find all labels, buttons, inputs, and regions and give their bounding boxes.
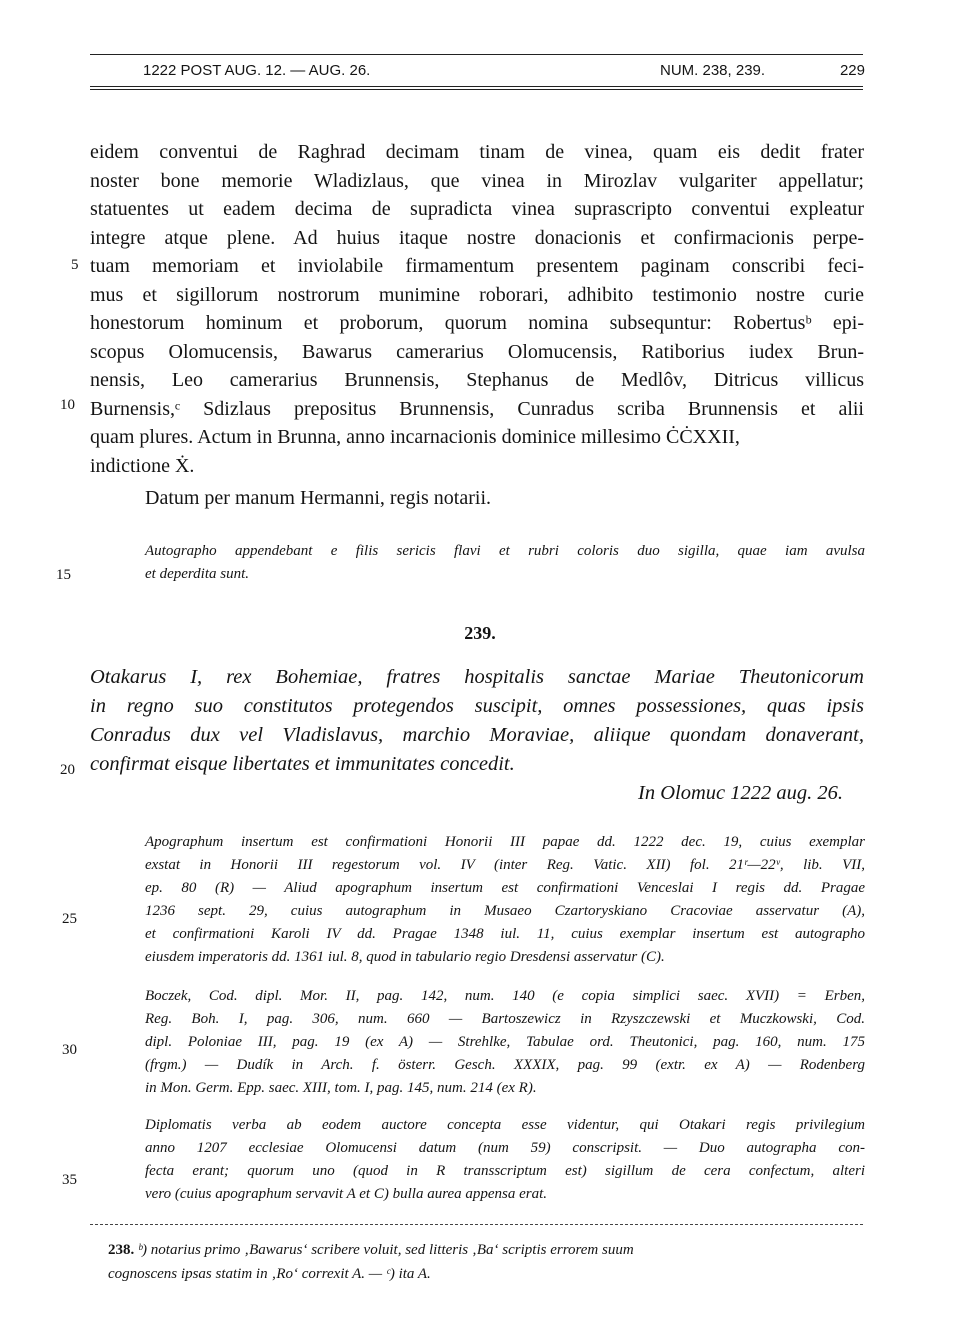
text-line: quam plures. Actum in Brunna, anno incarnacionis dominice millesimo ĊĊXXII, xyxy=(90,426,740,448)
text-line: honestorum hominum et proborum, quorum nomina subsequntur: Robertusᵇ epi- xyxy=(90,312,864,334)
regest xyxy=(90,663,864,779)
apparatus-line: fecta erant; quorum uno (quod in R transscriptum est) sigillum de cera confectum, alteri xyxy=(145,1163,865,1179)
line-number: 30 xyxy=(62,1042,77,1058)
apparatus-line: Boczek, Cod. dipl. Mor. II, pag. 142, num. 140 (e copia simplici saec. XVII) = Erben, xyxy=(145,988,865,1004)
apparatus-diplomatics xyxy=(145,1114,865,1206)
apparatus-line: dipl. Poloniae III, pag. 19 (ex A) — Strehlke, Tabulae ord. Theutonici, pag. 160, num. 175 xyxy=(145,1034,865,1050)
footnotes xyxy=(108,1238,865,1286)
line-number: 35 xyxy=(62,1172,77,1188)
note-line: et deperdita sunt. xyxy=(145,566,250,582)
source-note xyxy=(145,540,865,586)
regest-line: confirmat eisque libertates et immunitates concedit. xyxy=(90,753,515,775)
footnote-label: 238. xyxy=(108,1242,135,1258)
text-line: mus et sigillorum nostrorum munimine roborari, adhibito testimonio nostre curie xyxy=(90,283,864,306)
text-line: nensis, Leo camerarius Brunnensis, Stephanus de Medlôv, Ditricus villicus xyxy=(90,369,864,391)
line-number: 25 xyxy=(62,911,77,927)
apparatus-line: ep. 80 (R) — Aliud apographum insertum est confirmationi Venceslai I regis dd. Pragae xyxy=(145,880,865,896)
header-rule-bottom xyxy=(90,86,863,87)
charter-text xyxy=(90,138,864,480)
apparatus-line: anno 1207 ecclesiae Olomucensi datum (num 59) conscripsit. — Duo autographa con- xyxy=(145,1140,865,1156)
line-number: 20 xyxy=(60,762,75,778)
apparatus-tradition xyxy=(145,831,865,969)
footnote-line xyxy=(108,1238,865,1262)
text-line: statuentes ut eadem decima de supradicta vinea suprascripto conventui expleatur xyxy=(90,198,864,220)
line-number: 5 xyxy=(71,257,79,273)
footnote-rule xyxy=(90,1224,863,1225)
apparatus-line: vero (cuius apographum servavit A et C) bulla aurea appensa erat. xyxy=(145,1186,548,1202)
header-rule-bottom-2 xyxy=(90,89,863,90)
note-line: Autographo appendebant e filis sericis flavi et rubri coloris duo sigilla, quae iam avulsa xyxy=(145,543,865,559)
apparatus-line: Diplomatis verba ab eodem auctore concepta esse videntur, qui Otakari regis privilegium xyxy=(145,1117,865,1133)
document-number: 239. xyxy=(464,623,496,643)
running-header xyxy=(90,62,865,84)
apparatus-line: eiusdem imperatoris dd. 1361 iul. 8, quod in tabulario regio Dresdensi asservatur (C). xyxy=(145,949,665,965)
text-line: scopus Olomucensis, Bawarus camerarius Olomucensis, Ratiborius iudex Brun- xyxy=(90,340,864,363)
regest-line: Otakarus I, rex Bohemiae, fratres hospitalis sanctae Mariae Theutonicorum xyxy=(90,666,864,688)
text-line: tuam memoriam et inviolabile firmamentum presentem paginam conscribi feci- xyxy=(90,255,864,277)
text-line: indictione Ẋ. xyxy=(90,454,195,477)
footnote-text: ᵇ) notarius primo ‚Bawarus‘ scribere voluit, sed litteris ‚Ba‘ scriptis errorem suum xyxy=(138,1242,634,1258)
text-line: Burnensis,ᶜ Sdizlaus prepositus Brunnensis, Cunradus scriba Brunnensis et alii xyxy=(90,397,864,420)
apparatus-line: et confirmationi Karoli IV dd. Pragae 1348 iul. 11, cuius exemplar insertum est autographo xyxy=(145,926,865,942)
apparatus-line: (frgm.) — Dudík in Arch. f. österr. Gesch. XXXIX, pag. 99 (extr. ex A) — Rodenberg xyxy=(145,1057,865,1073)
line-number: 10 xyxy=(60,397,75,413)
apparatus-line: Reg. Boh. I, pag. 306, num. 660 — Bartoszewicz in Rzyszczewski et Muczkowski, Cod. xyxy=(145,1011,865,1027)
apparatus-line: exstat in Honorii III regestorum vol. IV (inter Reg. Vatic. XII) fol. 21ʳ—22ᵛ, lib. VII, xyxy=(145,857,865,873)
regest-line: in regno suo constitutos protegendos suscipit, omnes possessiones, quas ipsis xyxy=(90,695,864,717)
header-date-range: 1222 POST AUG. 12. — AUG. 26. xyxy=(143,62,371,79)
apparatus-line: Apographum insertum est confirmationi Honorii III papae dd. 1222 dec. 19, cuius exemplar xyxy=(145,834,865,850)
regest-line: Conradus dux vel Vladislavus, marchio Moraviae, aliique quondam donaverant, xyxy=(90,724,864,746)
footnote-line: cognoscens ipsas statim in ‚Ro‘ correxit A. — ᶜ) ita A. xyxy=(108,1266,431,1282)
header-rule-top xyxy=(90,54,863,55)
text-line: integre atque plene. Ad huius itaque nostre donacionis et confirmacionis perpe- xyxy=(90,226,864,249)
place-date: In Olomuc 1222 aug. 26. xyxy=(638,782,843,804)
apparatus-editions xyxy=(145,985,865,1100)
datum-line: Datum per manum Hermanni, regis notarii. xyxy=(145,487,492,509)
line-number: 15 xyxy=(56,567,71,583)
header-doc-numbers: NUM. 238, 239. xyxy=(660,62,766,79)
text-line: eidem conventui de Raghrad decimam tinam de vinea, quam eis dedit frater xyxy=(90,141,864,163)
apparatus-line: in Mon. Germ. Epp. saec. XIII, tom. I, pag. 145, num. 214 (ex R). xyxy=(145,1080,537,1096)
apparatus-line: 1236 sept. 29, cuius autographum in Musaeo Czartoryskiano Cracoviae asservatur (A), xyxy=(145,903,865,919)
page-number: 229 xyxy=(839,62,865,79)
text-line: noster bone memorie Wladizlaus, que vinea in Mirozlav vulgariter appellatur; xyxy=(90,169,864,192)
